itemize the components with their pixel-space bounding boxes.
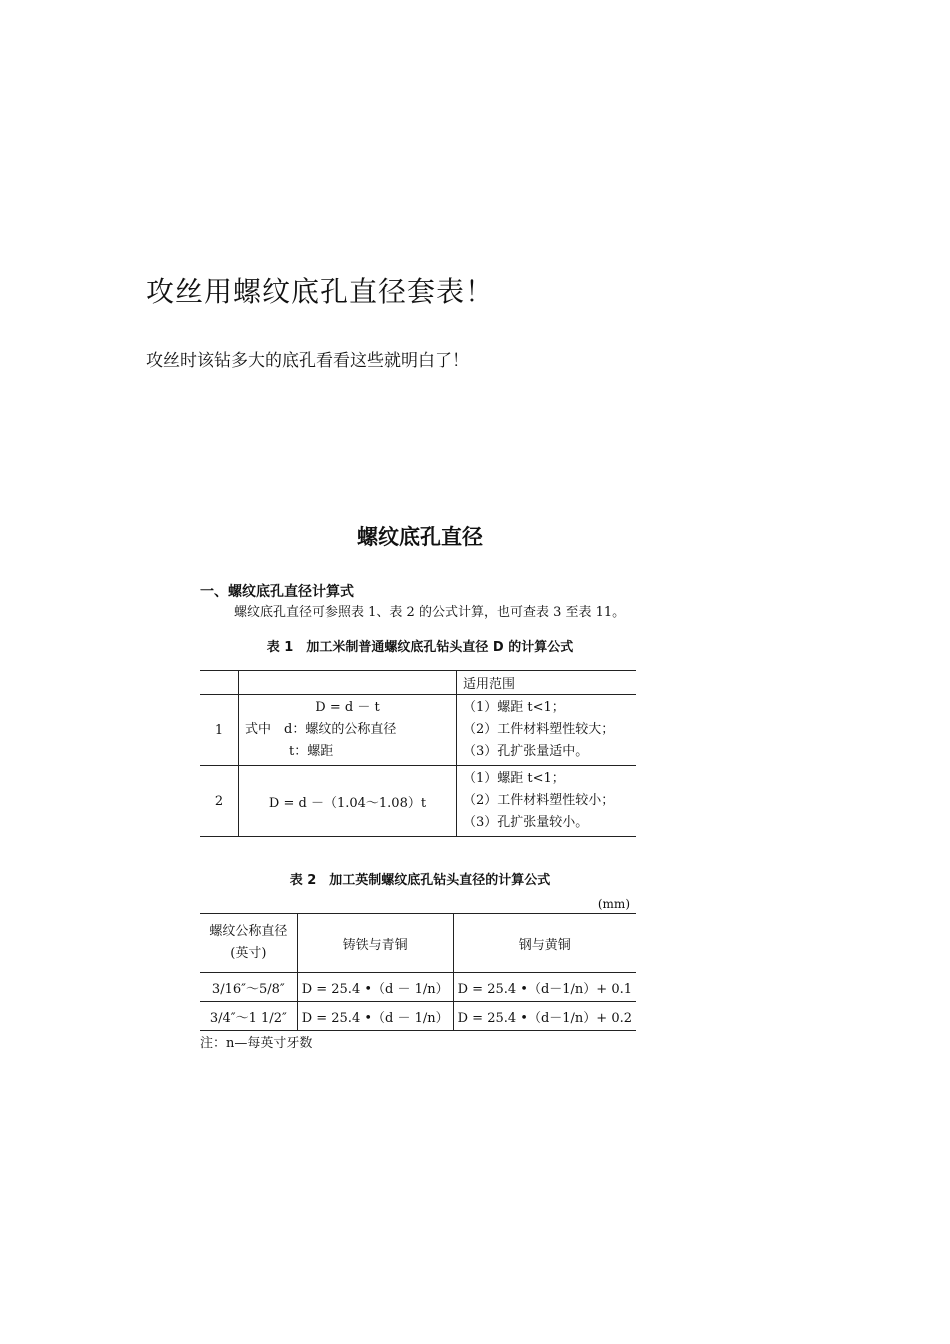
table2-cell: D = 25.4 •（d－1/n）+ 0.1 — [453, 973, 636, 1002]
document-title: 攻丝用螺纹底孔直径套表！ — [146, 275, 495, 308]
table2-cell: 3/4″～1 1/2″ — [209, 1010, 287, 1026]
table-row — [200, 973, 636, 1002]
scope-item: （2）工件材料塑性较大； — [463, 722, 615, 737]
table2-header-castiron: 铸铁与青铜 — [297, 914, 453, 973]
table1-header-row — [200, 671, 636, 695]
formula-main: D = d － t — [315, 700, 380, 715]
formula-note-d: 式中 d：螺纹的公称直径 — [245, 722, 397, 737]
table2-cell: D = 25.4 •（d － 1/n） — [297, 1002, 453, 1031]
table-row — [200, 766, 636, 837]
section-heading: 一、螺纹底孔直径计算式 — [200, 584, 354, 600]
table2-caption: 表 2 加工英制螺纹底孔钻头直径的计算公式 — [289, 873, 551, 888]
section-body: 螺纹底孔直径可参照表 1、表 2 的公式计算，也可查表 3 至表 11。 — [234, 605, 626, 620]
scope-item: （1）螺距 t<1； — [463, 700, 565, 715]
table2-cell: 3/16″～5/8″ — [211, 981, 285, 997]
table2-header-row — [200, 914, 636, 973]
table1-row-formula — [239, 695, 457, 766]
table1-header-index — [200, 671, 239, 695]
scope-item: （3）孔扩张量适中。 — [463, 744, 589, 759]
table1-caption: 表 1 加工米制普通螺纹底孔钻头直径 D 的计算公式 — [266, 640, 574, 655]
table-row — [200, 695, 636, 766]
table2-unit: (mm) — [597, 897, 630, 911]
formula-note-t: t：螺距 — [289, 744, 334, 759]
table2-note: 注：n—每英寸牙数 — [200, 1036, 313, 1051]
table1-row-formula: D = d －（1.04～1.08）t — [239, 766, 457, 837]
scope-item: （1）螺距 t<1； — [463, 771, 565, 786]
table2 — [200, 913, 636, 1031]
table1-header-scope: 适用范围 — [457, 671, 637, 695]
scope-item: （3）孔扩张量较小。 — [463, 815, 589, 830]
table1-row-index: 2 — [214, 793, 224, 809]
table-row — [200, 1002, 636, 1031]
scope-item: （2）工件材料塑性较小； — [463, 793, 615, 808]
table2-cell: D = 25.4 •（d － 1/n） — [297, 973, 453, 1002]
table1 — [200, 670, 636, 837]
table2-header-diameter — [200, 914, 297, 973]
table1-row-index: 1 — [214, 722, 224, 738]
document-subtitle: 攻丝时该钻多大的底孔看看这些就明白了！ — [146, 351, 469, 371]
header-line: (英寸) — [230, 946, 267, 961]
table2-header-steel: 钢与黄铜 — [453, 914, 636, 973]
table2-cell: D = 25.4 •（d－1/n）+ 0.2 — [453, 1002, 636, 1031]
figure-title: 螺纹底孔直径 — [357, 525, 483, 549]
scanned-figure — [200, 520, 640, 1055]
table1-header-formula — [239, 671, 457, 695]
table1-row-scope — [457, 695, 637, 766]
table1-row-scope — [457, 766, 637, 837]
header-line: 螺纹公称直径 — [209, 924, 288, 939]
